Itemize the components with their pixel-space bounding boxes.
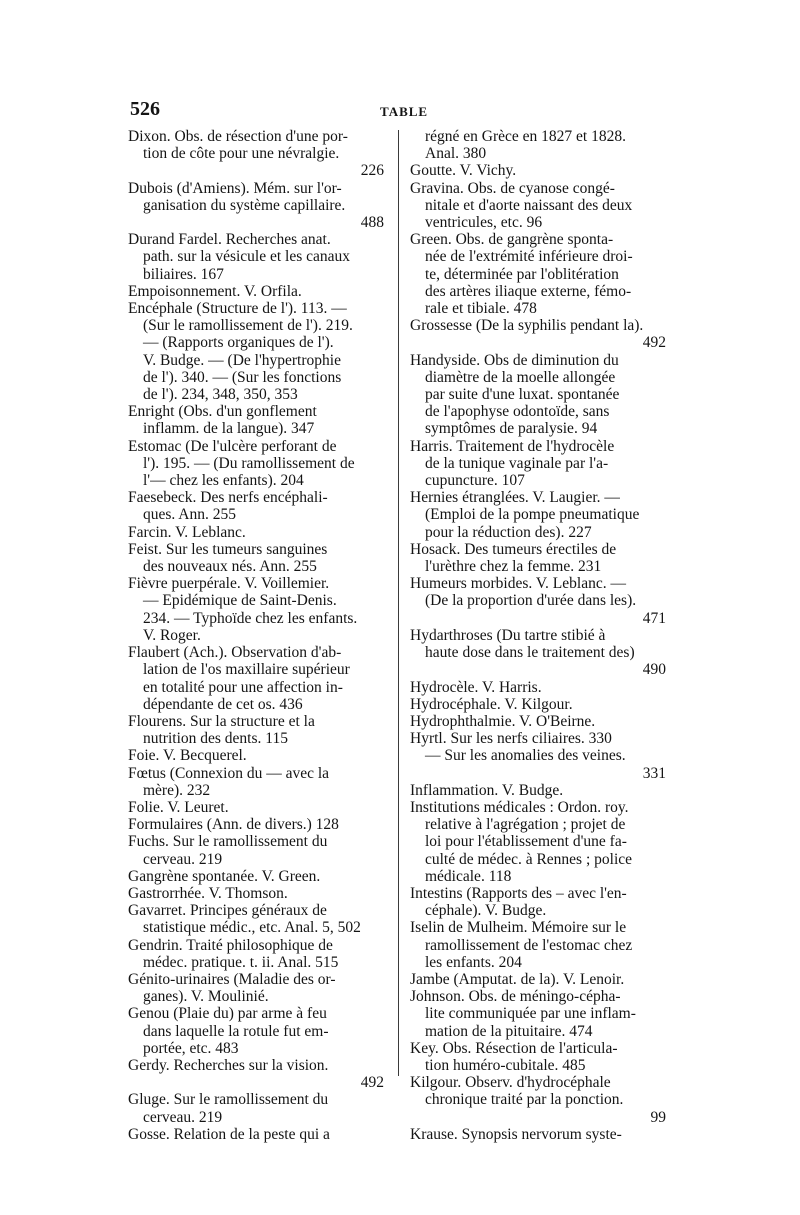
entry-line: Institutions médicales : Ordon. roy. bbox=[410, 798, 629, 816]
index-entry bbox=[128, 1126, 390, 1143]
entry-line: (Emploi de la pompe pneumatique bbox=[425, 506, 640, 524]
entry-line: path. sur la vésicule et les canaux bbox=[143, 248, 351, 266]
entry-line: V. Budge. — (De l'hypertrophie bbox=[143, 351, 341, 369]
entry-line: Fièvre puerpérale. V. Voillemier. bbox=[128, 575, 330, 593]
entry-line: Humeurs morbides. V. Leblanc. — bbox=[410, 575, 626, 593]
index-entry bbox=[128, 902, 390, 936]
entry-line: nutrition des dents. 115 bbox=[143, 730, 288, 748]
entry-line: Hydarthroses (Du tartre stibié à bbox=[410, 626, 606, 644]
entry-line: Harris. Traitement de l'hydrocèle bbox=[410, 437, 615, 455]
entry-line: lation de l'os maxillaire supérieur bbox=[143, 661, 350, 679]
index-entry bbox=[410, 971, 672, 988]
entry-line: Génito-urinaires (Maladie des or- bbox=[128, 970, 336, 988]
page-reference: 99 bbox=[650, 1108, 666, 1126]
index-entry bbox=[128, 283, 390, 300]
entry-line: ganisation du système capillaire. bbox=[143, 196, 346, 214]
entry-line: Hydrophthalmie. V. O'Beirne. bbox=[410, 712, 596, 730]
entry-line: Hydrocèle. V. Harris. bbox=[410, 678, 542, 696]
index-entry bbox=[128, 524, 390, 541]
entry-line: Faesebeck. Des nerfs encéphali- bbox=[128, 489, 328, 507]
entry-line: relative à l'agrégation ; projet de bbox=[425, 816, 626, 834]
entry-line: les enfants. 204 bbox=[425, 953, 522, 971]
entry-line: mation de la pituitaire. 474 bbox=[425, 1022, 593, 1040]
entry-line: Empoisonnement. V. Orfila. bbox=[128, 282, 302, 300]
index-entry bbox=[128, 403, 390, 437]
index-entry bbox=[128, 833, 390, 867]
index-entry bbox=[128, 489, 390, 523]
entry-line: Estomac (De l'ulcère perforant de bbox=[128, 437, 337, 455]
entry-line: Inflammation. V. Budge. bbox=[410, 781, 564, 799]
entry-line: de l'apophyse odontoïde, sans bbox=[425, 403, 610, 421]
page-number: 526 bbox=[130, 98, 160, 120]
index-entry bbox=[410, 352, 672, 438]
entry-line: mère). 232 bbox=[143, 781, 211, 799]
index-entry bbox=[410, 1040, 672, 1074]
entry-line: Gangrène spontanée. V. Green. bbox=[128, 867, 321, 885]
entry-line: — Sur les anomalies des veines. bbox=[425, 747, 626, 765]
index-entry bbox=[410, 713, 672, 730]
entry-line: lite communiquée par une inflam- bbox=[425, 1005, 636, 1023]
entry-line: tion huméro-cubitale. 485 bbox=[425, 1056, 586, 1074]
index-entry bbox=[128, 644, 390, 713]
entry-line: chronique traité par la ponction. bbox=[425, 1091, 624, 1109]
index-entry bbox=[128, 937, 390, 971]
index-entry bbox=[128, 575, 390, 644]
entry-line: Flourens. Sur la structure et la bbox=[128, 712, 315, 730]
column-divider bbox=[398, 130, 399, 1076]
entry-line: (Sur le ramollissement de l'). 219. bbox=[143, 317, 353, 335]
entry-line: Gosse. Relation de la peste qui a bbox=[128, 1125, 330, 1143]
index-column-right bbox=[410, 128, 672, 1143]
index-column-left bbox=[128, 128, 390, 1143]
index-entry bbox=[410, 782, 672, 799]
entry-line: cupuncture. 107 bbox=[425, 472, 525, 490]
entry-line: pour la réduction des). 227 bbox=[425, 523, 592, 541]
entry-line: Genou (Plaie du) par arme à feu bbox=[128, 1005, 327, 1023]
entry-line: 234. — Typhoïde chez les enfants. bbox=[143, 609, 358, 627]
entry-line: te, déterminée par l'oblitération bbox=[425, 265, 619, 283]
entry-line: l'). 195. — (Du ramollissement de bbox=[143, 454, 355, 472]
entry-line: l'— chez les enfants). 204 bbox=[143, 472, 304, 490]
entry-line: Gluge. Sur le ramollissement du bbox=[128, 1091, 329, 1109]
index-entry bbox=[410, 988, 672, 1040]
entry-line: Formulaires (Ann. de divers.) 128 bbox=[128, 816, 339, 834]
index-entry bbox=[410, 489, 672, 541]
index-entry bbox=[410, 128, 672, 162]
entry-line: Gavarret. Principes généraux de bbox=[128, 902, 327, 920]
index-entry bbox=[410, 919, 672, 971]
index-entry bbox=[410, 231, 672, 317]
index-entry bbox=[410, 162, 672, 179]
entry-line: cerveau. 219 bbox=[143, 1108, 223, 1126]
entry-line: culté de médec. à Rennes ; police bbox=[425, 850, 633, 868]
entry-line: haute dose dans le traitement des) bbox=[425, 644, 635, 662]
entry-line: ramollissement de l'estomac chez bbox=[425, 936, 633, 954]
index-entry bbox=[410, 1126, 672, 1143]
entry-line: Encéphale (Structure de l'). 113. — bbox=[128, 300, 347, 318]
index-entry bbox=[128, 747, 390, 764]
entry-line: de la tunique vaginale par l'a- bbox=[425, 454, 609, 472]
index-entry bbox=[128, 713, 390, 747]
index-entry bbox=[128, 438, 390, 490]
entry-line: ventricules, etc. 96 bbox=[425, 214, 543, 232]
index-entry bbox=[410, 541, 672, 575]
page-reference: 226 bbox=[360, 162, 384, 180]
index-entry bbox=[410, 885, 672, 919]
entry-line: Farcin. V. Leblanc. bbox=[128, 523, 246, 541]
entry-line: V. Roger. bbox=[143, 626, 201, 644]
entry-line: de l'). 340. — (Sur les fonctions bbox=[143, 368, 342, 386]
index-entry bbox=[128, 300, 390, 403]
page-reference: 490 bbox=[642, 661, 666, 679]
entry-line: loi pour l'établissement d'une fa- bbox=[425, 833, 627, 851]
index-entry bbox=[128, 816, 390, 833]
index-entry bbox=[410, 438, 672, 490]
entry-line: Hydrocéphale. V. Kilgour. bbox=[410, 695, 573, 713]
index-entry bbox=[128, 231, 390, 283]
entry-line: Goutte. V. Vichy. bbox=[410, 162, 517, 180]
running-title: TABLE bbox=[380, 104, 429, 119]
entry-line: portée, etc. 483 bbox=[143, 1039, 239, 1057]
entry-line: ques. Ann. 255 bbox=[143, 506, 236, 524]
entry-line: cerveau. 219 bbox=[143, 850, 223, 868]
entry-line: Johnson. Obs. de méningo-cépha- bbox=[410, 988, 621, 1006]
index-entry bbox=[410, 799, 672, 885]
page-reference: 471 bbox=[642, 609, 666, 627]
entry-line: — (Rapports organiques de l'). bbox=[143, 334, 334, 352]
index-entry bbox=[128, 541, 390, 575]
index-entry bbox=[128, 1057, 390, 1091]
index-entry bbox=[410, 679, 672, 696]
index-entry bbox=[410, 627, 672, 679]
entry-line: biliaires. 167 bbox=[143, 265, 224, 283]
entry-line: Feist. Sur les tumeurs sanguines bbox=[128, 540, 328, 558]
page-reference: 492 bbox=[360, 1074, 384, 1092]
entry-line: Hernies étranglées. V. Laugier. — bbox=[410, 489, 620, 507]
entry-line: Green. Obs. de gangrène sponta- bbox=[410, 231, 614, 249]
index-entry bbox=[410, 730, 672, 782]
entry-line: ganes). V. Moulinié. bbox=[143, 988, 269, 1006]
entry-line: Folie. V. Leuret. bbox=[128, 798, 229, 816]
entry-line: Gendrin. Traité philosophique de bbox=[128, 936, 333, 954]
page-reference: 488 bbox=[360, 214, 384, 232]
entry-line: née de l'extrémité inférieure droi- bbox=[425, 248, 633, 266]
index-entry bbox=[410, 1074, 672, 1126]
index-entry bbox=[410, 696, 672, 713]
entry-line: Intestins (Rapports des – avec l'en- bbox=[410, 884, 627, 902]
entry-line: Jambe (Amputat. de la). V. Lenoir. bbox=[410, 970, 625, 988]
entry-line: Flaubert (Ach.). Observation d'ab- bbox=[128, 644, 342, 662]
entry-line: Dubois (d'Amiens). Mém. sur l'or- bbox=[128, 179, 342, 197]
index-entry bbox=[128, 971, 390, 1005]
entry-line: Krause. Synopsis nervorum syste- bbox=[410, 1125, 622, 1143]
entry-line: symptômes de paralysie. 94 bbox=[425, 420, 598, 438]
entry-line: médec. pratique. t. ii. Anal. 515 bbox=[143, 953, 339, 971]
entry-line: Iselin de Mulheim. Mémoire sur le bbox=[410, 919, 627, 937]
entry-line: Gravina. Obs. de cyanose congé- bbox=[410, 179, 615, 197]
index-entry bbox=[410, 575, 672, 627]
entry-line: de l'). 234, 348, 350, 353 bbox=[143, 386, 298, 404]
entry-line: Durand Fardel. Recherches anat. bbox=[128, 231, 331, 249]
entry-line: dans laquelle la rotule fut em- bbox=[143, 1022, 329, 1040]
index-entry bbox=[410, 317, 672, 351]
index-entry bbox=[128, 799, 390, 816]
entry-line: en totalité pour une affection in- bbox=[143, 678, 343, 696]
entry-line: Anal. 380 bbox=[425, 145, 487, 163]
entry-line: Dixon. Obs. de résection d'une por- bbox=[128, 128, 348, 145]
entry-line: Foie. V. Becquerel. bbox=[128, 747, 247, 765]
index-entry bbox=[410, 180, 672, 232]
entry-line: céphale). V. Budge. bbox=[425, 902, 547, 920]
entry-line: l'urèthre chez la femme. 231 bbox=[425, 558, 602, 576]
index-entry bbox=[128, 180, 390, 232]
entry-line: Hosack. Des tumeurs érectiles de bbox=[410, 540, 617, 558]
entry-line: médicale. 118 bbox=[425, 867, 512, 885]
entry-line: Hyrtl. Sur les nerfs ciliaires. 330 bbox=[410, 730, 612, 748]
index-entry bbox=[128, 765, 390, 799]
entry-line: — Epidémique de Saint-Denis. bbox=[143, 592, 337, 610]
entry-line: Key. Obs. Résection de l'articula- bbox=[410, 1039, 618, 1057]
entry-line: tion de côte pour une névralgie. bbox=[143, 145, 340, 163]
entry-line: Enright (Obs. d'un gonflement bbox=[128, 403, 317, 421]
entry-line: régné en Grèce en 1827 et 1828. bbox=[425, 128, 626, 145]
entry-line: Fuchs. Sur le ramollissement du bbox=[128, 833, 328, 851]
entry-line: rale et tibiale. 478 bbox=[425, 300, 537, 318]
index-entry bbox=[128, 1091, 390, 1125]
entry-line: Fœtus (Connexion du — avec la bbox=[128, 764, 330, 782]
entry-line: des artères iliaque externe, fémo- bbox=[425, 282, 632, 300]
entry-line: des nouveaux nés. Ann. 255 bbox=[143, 558, 317, 576]
index-entry bbox=[128, 885, 390, 902]
page-reference: 331 bbox=[642, 764, 666, 782]
entry-line: par suite d'une luxat. spontanée bbox=[425, 386, 620, 404]
entry-line: inflamm. de la langue). 347 bbox=[143, 420, 315, 438]
entry-line: Gerdy. Recherches sur la vision. bbox=[128, 1056, 329, 1074]
entry-line: diamètre de la moelle allongée bbox=[425, 368, 616, 386]
entry-line: nitale et d'aorte naissant des deux bbox=[425, 196, 633, 214]
entry-line: Gastrorrhée. V. Thomson. bbox=[128, 884, 288, 902]
index-entry bbox=[128, 868, 390, 885]
entry-line: Handyside. Obs de diminution du bbox=[410, 351, 619, 369]
index-entry bbox=[128, 1005, 390, 1057]
entry-line: (De la proportion d'urée dans les). bbox=[425, 592, 637, 610]
page-reference: 492 bbox=[642, 334, 666, 352]
entry-line: Grossesse (De la syphilis pendant la). bbox=[410, 317, 644, 335]
entry-line: Kilgour. Observ. d'hydrocéphale bbox=[410, 1074, 611, 1092]
index-entry bbox=[128, 128, 390, 180]
entry-line: dépendante de cet os. 436 bbox=[143, 695, 303, 713]
entry-line: statistique médic., etc. Anal. 5, 502 bbox=[143, 919, 361, 937]
